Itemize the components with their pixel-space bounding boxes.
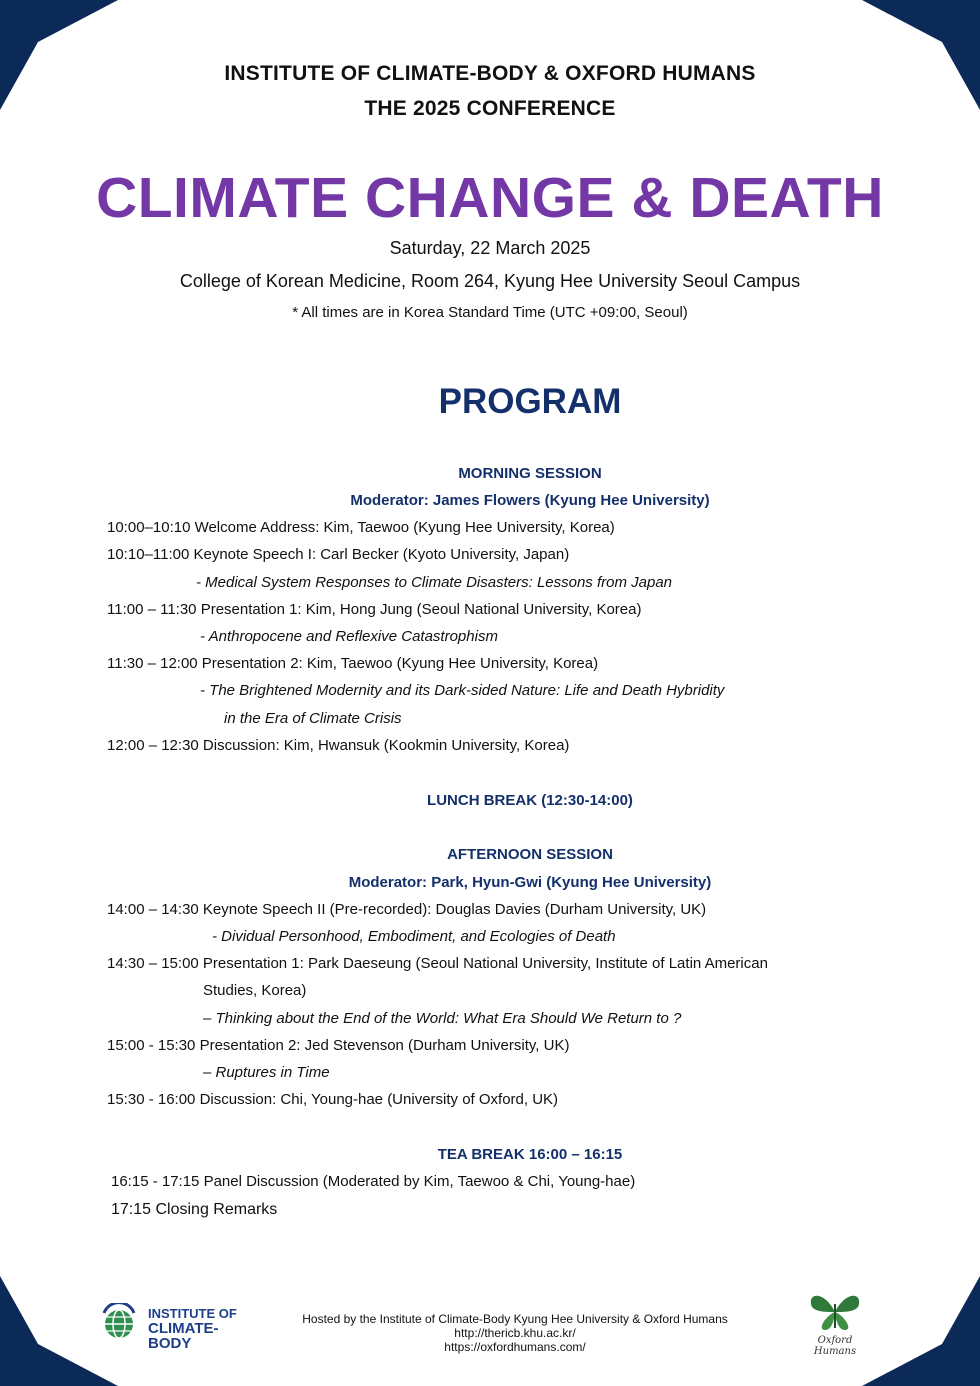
program-heading: PROGRAM [438,382,622,421]
morning-moderator: Moderator: James Flowers (Kyung Hee University) [350,492,710,509]
logo-text: INSTITUTE OF CLIMATE-BODY [148,1306,237,1352]
tea-break: TEA BREAK 16:00 – 16:15 [437,1146,623,1163]
schedule-item: 15:30 - 16:00 Discussion: Chi, Young-hae (University of Oxford, UK) [107,1091,559,1108]
schedule-item-continued: Studies, Korea) [203,982,307,999]
morning-session-heading: MORNING SESSION [458,465,602,482]
oxford-humans-script: Oxford Humans [813,1335,857,1357]
schedule-item: 10:10–11:00 Keynote Speech I: Carl Becker (Kyoto University, Japan) [107,546,570,563]
schedule-item: 12:00 – 12:30 Discussion: Kim, Hwansuk (Kookmin University, Korea) [107,737,570,754]
event-date: Saturday, 22 March 2025 [389,238,591,258]
institute-heading: INSTITUTE OF CLIMATE-BODY & OXFORD HUMANS [224,62,756,85]
lunch-break: LUNCH BREAK (12:30-14:00) [427,792,633,809]
talk-title: - Medical System Responses to Climate Disasters: Lessons from Japan [196,574,673,591]
talk-title: - Anthropocene and Reflexive Catastrophism [200,628,498,645]
closing-remarks: 17:15 Closing Remarks [111,1201,278,1218]
timezone-note: * All times are in Korea Standard Time (UTC +09:00, Seoul) [292,304,688,321]
afternoon-moderator: Moderator: Park, Hyun-Gwi (Kyung Hee University) [348,874,712,891]
footer-hosted: Hosted by the Institute of Climate-Body Kyung Hee University & Oxford Humans [302,1312,728,1326]
panel-discussion: 16:15 - 17:15 Panel Discussion (Moderated by Kim, Taewoo & Chi, Young-hae) [111,1173,636,1190]
schedule-item: 11:00 – 11:30 Presentation 1: Kim, Hong Jung (Seoul National University, Korea) [107,601,642,618]
schedule-item: 14:00 – 14:30 Keynote Speech II (Pre-recorded): Douglas Davies (Durham University, UK) [107,901,707,918]
talk-title: - Dividual Personhood, Embodiment, and Ecologies of Death [212,928,616,945]
talk-title-continued: in the Era of Climate Crisis [224,710,402,727]
globe-icon [100,1303,138,1341]
talk-title: – Ruptures in Time [203,1064,330,1081]
schedule-item: 14:30 – 15:00 Presentation 1: Park Daeseung (Seoul National University, Institute of Latin American [107,955,768,972]
climate-body-logo [100,1303,260,1352]
talk-title: - The Brightened Modernity and its Dark-sided Nature: Life and Death Hybridity [200,682,725,699]
footer-url-oxford[interactable]: https://oxfordhumans.com/ [444,1340,586,1354]
butterfly-icon [795,1290,875,1334]
footer-info [270,1312,760,1354]
conference-heading: THE 2025 CONFERENCE [364,97,616,120]
talk-title: – Thinking about the End of the World: What Era Should We Return to ? [203,1010,682,1027]
schedule-item: 11:30 – 12:00 Presentation 2: Kim, Taewoo (Kyung Hee University, Korea) [107,655,599,672]
event-venue: College of Korean Medicine, Room 264, Kyung Hee University Seoul Campus [179,271,801,291]
oxford-humans-logo [795,1290,875,1357]
conference-title: CLIMATE CHANGE & DEATH [96,166,884,230]
afternoon-session-heading: AFTERNOON SESSION [447,846,613,863]
schedule-item: 15:00 - 15:30 Presentation 2: Jed Stevenson (Durham University, UK) [107,1037,570,1054]
schedule-item: 10:00–10:10 Welcome Address: Kim, Taewoo (Kyung Hee University, Korea) [107,519,615,536]
footer-url-ricb[interactable]: http://thericb.khu.ac.kr/ [454,1326,576,1340]
